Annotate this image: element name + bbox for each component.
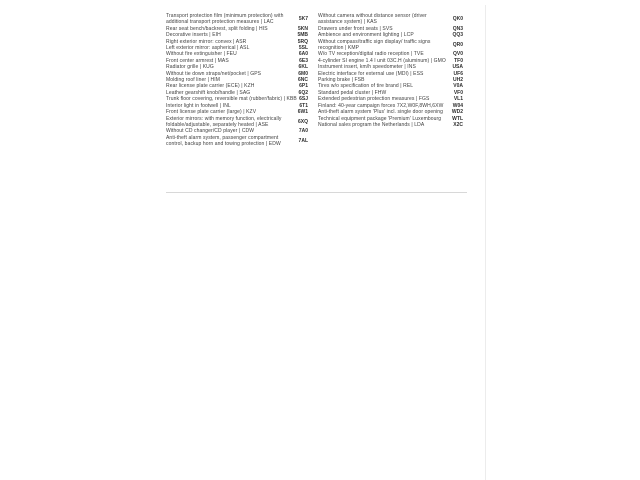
equipment-code: X2C	[453, 121, 463, 128]
equipment-code: WTL	[452, 115, 463, 122]
equipment-description: Electric interface for external use (MDI) | ESS	[318, 70, 424, 77]
equipment-description: Ambience and environment lighting | LCP	[318, 32, 414, 39]
equipment-code: 6SJ	[299, 96, 308, 103]
equipment-code: 7A0	[298, 128, 308, 135]
equipment-code: 6KL	[298, 64, 308, 71]
equipment-code: 6M0	[298, 70, 308, 77]
equipment-code: 6XQ	[297, 118, 308, 125]
equipment-code: QV0	[452, 51, 463, 58]
equipment-list	[166, 13, 463, 148]
equipment-description: Instrument insert, km/h speedometer | INS	[318, 64, 416, 71]
equipment-code: 5SL	[298, 45, 308, 52]
equipment-description: Without fire extinguisher | FEU	[166, 51, 237, 58]
equipment-description: Rear seat bench/backrest, split folding | HIS	[166, 25, 268, 32]
equipment-description: Leather gearshift knob/handle | SAG	[166, 89, 251, 96]
equipment-code: 6P1	[299, 83, 308, 90]
equipment-code: QK0	[452, 16, 463, 23]
equipment-description: Trunk floor covering, reversible mat (rubber/fabric) | KBB	[166, 96, 297, 103]
equipment-item	[166, 135, 308, 148]
equipment-description: Drawers under front seats | SVS	[318, 25, 393, 32]
equipment-code: UH2	[452, 77, 463, 84]
equipment-item	[318, 122, 463, 128]
equipment-code: 6E3	[299, 57, 308, 64]
equipment-description: Without compass/traffic sign display/ traffic signs recognition | KMP	[318, 38, 431, 52]
equipment-column-left	[166, 13, 308, 148]
equipment-description: Right exterior mirror: convex | ASR	[166, 38, 247, 45]
equipment-code: 6W1	[297, 109, 308, 116]
equipment-code: 6A0	[298, 51, 308, 58]
equipment-code: UF6	[453, 70, 463, 77]
equipment-description: Molding roof liner | HIM	[166, 77, 220, 84]
equipment-description: Transport protection film (minimum protection) with additional transport protection measures | LAC	[166, 13, 284, 26]
equipment-description: Tires w/o specification of tire brand | REL	[318, 83, 414, 90]
equipment-code: USA	[452, 64, 463, 71]
equipment-code: QN3	[452, 25, 463, 32]
equipment-code: 5RQ	[297, 38, 308, 45]
equipment-description: Without CD changer/CD player | CDW	[166, 128, 255, 135]
equipment-description: Standard pedal cluster | FHW	[318, 89, 387, 96]
equipment-code: 6Q2	[298, 89, 308, 96]
equipment-description: National sales program the Netherlands | LDA	[318, 121, 425, 128]
equipment-description: W/o TV reception/digital radio reception | TVE	[318, 51, 424, 58]
equipment-description: Technical equipment package 'Premium' Luxembourg	[318, 115, 442, 122]
equipment-item	[318, 39, 463, 52]
content-divider-line	[166, 192, 467, 193]
equipment-code: TF0	[454, 57, 463, 64]
equipment-column-right	[318, 13, 463, 148]
equipment-item	[318, 13, 463, 26]
equipment-code: 5K7	[298, 16, 308, 23]
equipment-code: 5MB	[297, 32, 308, 39]
equipment-description: Anti-theft alarm system, passenger compartment control, backup horn and towing protection | EDW	[166, 134, 281, 148]
equipment-description: Front license plate carrier (large) | KZV	[166, 109, 257, 116]
equipment-description: Exterior mirrors: with memory function, electrically foldable/adjustable, separately heated | ASE	[166, 115, 282, 128]
equipment-description: Finland: 40-year campaign forces 7X2,W0F,8WH,6XW	[318, 102, 444, 109]
equipment-description: 4-cylinder SI engine 1.4 l unit 03C.H (aluminum) | GMO	[318, 57, 446, 64]
equipment-code: QR0	[452, 41, 463, 48]
equipment-code: WD2	[451, 109, 463, 116]
equipment-code: 5KN	[297, 25, 308, 32]
equipment-code: V0A	[453, 83, 463, 90]
equipment-description: Anti-theft alarm system 'Plus' incl. single door opening	[318, 109, 444, 116]
equipment-description: Radiator grille | KUG	[166, 64, 214, 71]
equipment-description: Rear license plate carrier (ECE) | KZH	[166, 83, 255, 90]
equipment-code: VF0	[453, 89, 463, 96]
equipment-code: QQ3	[452, 32, 463, 39]
equipment-code: 6NC	[297, 77, 308, 84]
equipment-code: 6T1	[299, 102, 308, 109]
equipment-description: Without tie down straps/net/pocket | GPS	[166, 70, 262, 77]
equipment-description: Decorative inserts | EIH	[166, 32, 221, 39]
equipment-description: Interior light in footwell | INL	[166, 102, 231, 109]
equipment-code: W04	[452, 102, 463, 109]
equipment-description: Extended pedestrian protection measures | FGS	[318, 96, 430, 103]
equipment-code: 7AL	[298, 137, 308, 144]
equipment-description: Left exterior mirror: aspherical | ASL	[166, 45, 250, 52]
equipment-item	[166, 116, 308, 129]
equipment-code: VL1	[453, 96, 463, 103]
equipment-description: Parking brake | FSB	[318, 77, 365, 84]
page-boundary-line	[485, 5, 486, 480]
equipment-item	[166, 13, 308, 26]
equipment-description: Without camera without distance sensor (driver assistance system) | KAS	[318, 13, 427, 26]
equipment-description: Front center armrest | MAS	[166, 57, 229, 64]
